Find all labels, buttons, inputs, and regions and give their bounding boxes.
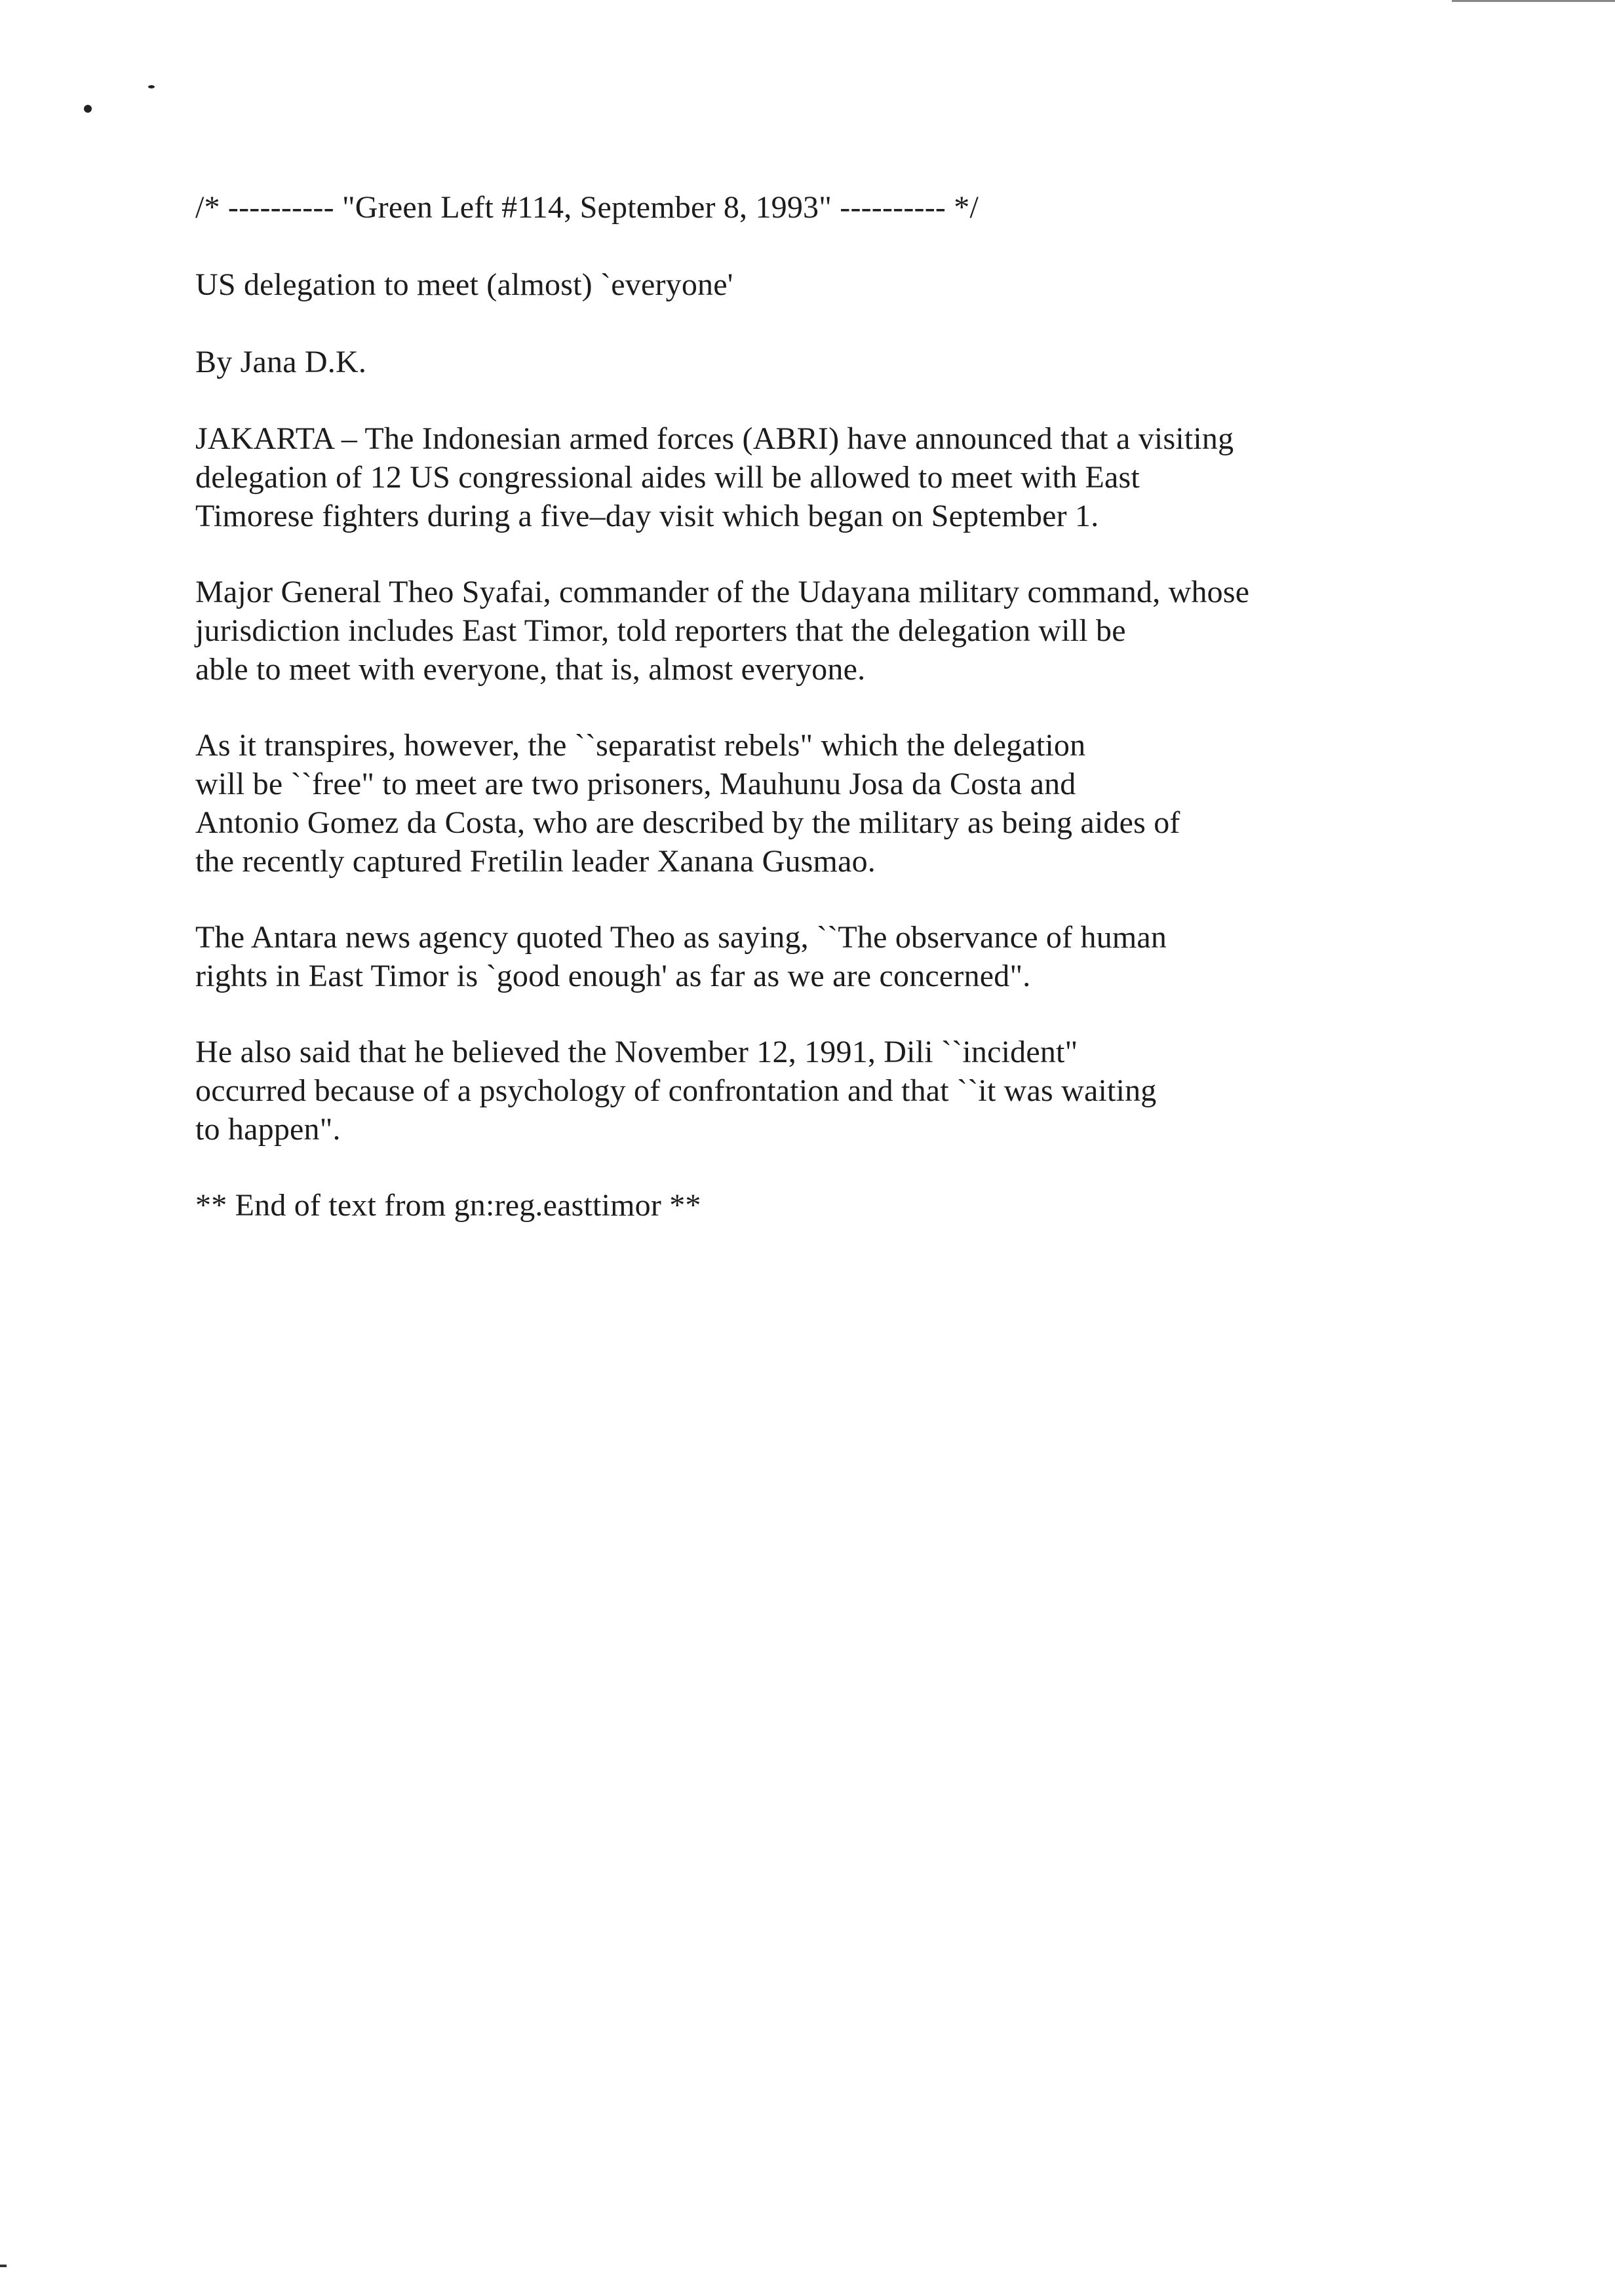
paragraph-line: the recently captured Fretilin leader Xanana Gusmao. [195,844,876,879]
document-header: /* ---------- "Green Left #114, September 8, 1993" ---------- */ [195,190,979,225]
paragraph-line: to happen". [195,1112,341,1147]
paragraph-line: Timorese fighters during a five–day visit which began on September 1. [195,499,1099,533]
paragraph-line: delegation of 12 US congressional aides will be allowed to meet with East [195,460,1140,495]
paragraph-line: jurisdiction includes East Timor, told reporters that the delegation will be [195,613,1126,648]
paragraph-line: As it transpires, however, the ``separatist rebels" which the delegation [195,728,1086,763]
paragraph-line: He also said that he believed the November 12, 1991, Dili ``incident" [195,1035,1078,1069]
paragraph-line: will be ``free" to meet are two prisoners, Mauhunu Josa da Costa and [195,767,1076,801]
article-title: US delegation to meet (almost) `everyone' [195,267,733,302]
paragraph-line: Major General Theo Syafai, commander of the Udayana military command, whose [195,575,1250,609]
scan-edge-line [1452,0,1615,2]
paragraph-line: able to meet with everyone, that is, almost everyone. [195,652,866,687]
paragraph-line: JAKARTA – The Indonesian armed forces (ABRI) have announced that a visiting [195,421,1234,456]
article-byline: By Jana D.K. [195,345,367,379]
document-footer: ** End of text from gn:reg.easttimor ** [195,1188,701,1223]
paragraph-line: The Antara news agency quoted Theo as saying, ``The observance of human [195,920,1167,955]
scan-edge-mark [0,2265,7,2267]
scan-speck [148,85,155,88]
scan-speck [84,105,92,113]
paragraph-line: rights in East Timor is `good enough' as far as we are concerned". [195,959,1031,993]
paragraph-line: occurred because of a psychology of confrontation and that ``it was waiting [195,1073,1157,1108]
paragraph-line: Antonio Gomez da Costa, who are described by the military as being aides of [195,805,1180,840]
